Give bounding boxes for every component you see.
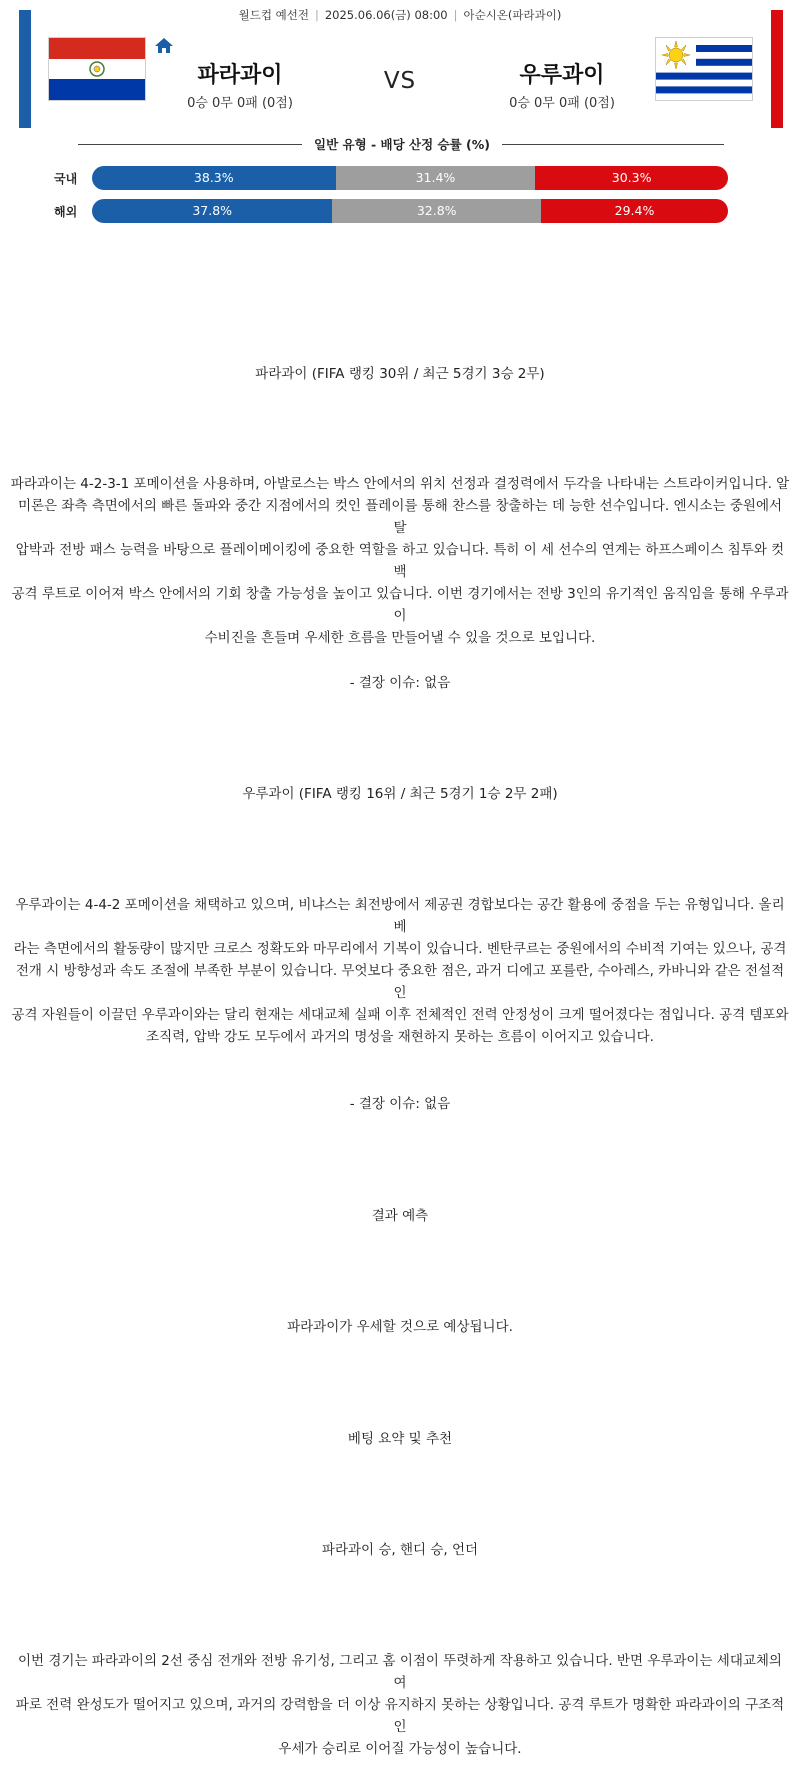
draw-segment: 31.4%	[336, 166, 536, 190]
match-datetime: 2025.06.06(금) 08:00	[324, 8, 448, 22]
analysis-line: 수비진을 흔들며 우세한 흐름을 만들어낼 수 있을 것으로 보입니다.	[204, 630, 596, 646]
home-button[interactable]	[154, 36, 174, 56]
result-heading: 결과 예측	[371, 1208, 429, 1224]
home-icon	[154, 36, 174, 56]
summary-line: 우세가 승리로 이어질 가능성이 높습니다.	[278, 1741, 522, 1757]
analysis-line: 공격 자원들이 이끌던 우루과이와는 달리 현재는 세대교체 실패 이후 전체적인 전력 안정성이 크게 떨어졌다는 점입니다. 공격 템포와	[11, 1007, 789, 1023]
match-info: 월드컵 예선전 | 2025.06.06(금) 08:00 | 아순시온(파라과이)	[238, 8, 562, 22]
home-color-bar	[19, 10, 31, 128]
analysis-line: 전개 시 방향성과 속도 조절에 부족한 부분이 있습니다. 무엇보다 중요한 점은, 과거 디에고 포를란, 수아레스, 카바니와 같은 전설적인	[15, 963, 785, 1001]
betting-heading: 베팅 요약 및 추천	[347, 1431, 453, 1447]
home-win-segment: 38.3%	[92, 166, 336, 190]
away-team-record: 0승 0무 0패 (0점)	[509, 96, 615, 111]
draw-segment: 32.8%	[332, 199, 541, 223]
competition-label: 월드컵 예선전	[238, 8, 309, 22]
home-team-heading: 파라과이 (FIFA 랭킹 30위 / 최근 5경기 3승 2무)	[255, 366, 545, 382]
analysis-line: 압박과 전방 패스 능력을 바탕으로 플레이메이킹에 중요한 역할을 하고 있습니다. 특히 이 세 선수의 연계는 하프스페이스 침투와 컷백	[15, 542, 785, 580]
summary-line: 이번 경기는 파라과이의 2선 중심 전개와 전방 유기성, 그리고 홈 이점이 뚜렷하게 작용하고 있습니다. 반면 우루과이는 세대교체의 여	[18, 1653, 782, 1691]
analysis-line: 공격 루트로 이어져 박스 안에서의 기회 창출 가능성을 높이고 있습니다. 이번 경기에서는 전방 3인의 유기적인 움직임을 통해 우루과이	[11, 586, 789, 624]
analysis-line: 파라과이는 4-2-3-1 포메이션을 사용하며, 아발로스는 박스 안에서의 위치 선정과 결정력에서 두각을 나타내는 스트라이커입니다. 알	[10, 476, 790, 492]
summary-line: 파로 전력 완성도가 떨어지고 있으며, 과거의 강력함을 더 이상 유지하지 못하는 상황입니다. 공격 루트가 명확한 파라과이의 구조적인	[15, 1697, 785, 1735]
odds-bar	[92, 199, 728, 223]
odds-title: 일반 유형 - 배당 산정 승률 (%)	[314, 137, 490, 152]
odds-row-overseas	[54, 199, 728, 223]
odds-title-section	[78, 135, 724, 155]
analysis-line: 우루과이는 4-4-2 포메이션을 채택하고 있으며, 비냐스는 최전방에서 제공권 경합보다는 공간 활용에 중점을 두는 유형입니다. 올리베	[15, 897, 785, 935]
away-color-bar	[771, 10, 783, 128]
away-team-analysis	[10, 894, 790, 1048]
vs-label: VS	[383, 68, 417, 94]
away-team-name: 우루과이	[519, 63, 605, 88]
uruguay-flag-icon	[655, 37, 753, 101]
away-win-segment: 30.3%	[535, 166, 728, 190]
home-team-record: 0승 0무 0패 (0점)	[187, 96, 293, 111]
paraguay-flag-icon	[48, 37, 146, 101]
match-summary	[10, 1650, 790, 1760]
away-team-heading: 우루과이 (FIFA 랭킹 16위 / 최근 5경기 1승 2무 2패)	[242, 786, 558, 802]
odds-bar	[92, 166, 728, 190]
betting-pick: 파라과이 승, 핸디 승, 언더	[321, 1542, 479, 1558]
home-team-name: 파라과이	[197, 63, 283, 88]
odds-row-label: 해외	[54, 205, 78, 219]
odds-row-label: 국내	[54, 172, 78, 186]
analysis-line: 조직력, 압박 강도 모두에서 과거의 명성을 재현하지 못하는 흐름이 이어지고 있습니다.	[146, 1029, 654, 1045]
home-win-segment: 37.8%	[92, 199, 332, 223]
result-prediction: 파라과이가 우세할 것으로 예상됩니다.	[287, 1319, 513, 1335]
home-absence-note: - 결장 이슈: 없음	[349, 675, 451, 691]
analysis-line: 미론은 좌측 측면에서의 빠른 돌파와 중간 지점에서의 컷인 플레이를 통해 찬스를 창출하는 데 능한 선수입니다. 엔시소는 중원에서 탈	[17, 498, 783, 536]
away-absence-note: - 결장 이슈: 없음	[349, 1096, 451, 1112]
analysis-line: 라는 측면에서의 활동량이 많지만 크로스 정확도와 마무리에서 기복이 있습니다. 벤탄쿠르는 중원에서의 수비적 기여는 있으나, 공격	[13, 941, 787, 957]
match-venue: 아순시온(파라과이)	[463, 8, 562, 22]
divider	[502, 144, 724, 145]
home-team-analysis	[10, 473, 790, 649]
away-win-segment: 29.4%	[541, 199, 728, 223]
odds-row-domestic	[54, 166, 728, 190]
divider	[78, 144, 302, 145]
